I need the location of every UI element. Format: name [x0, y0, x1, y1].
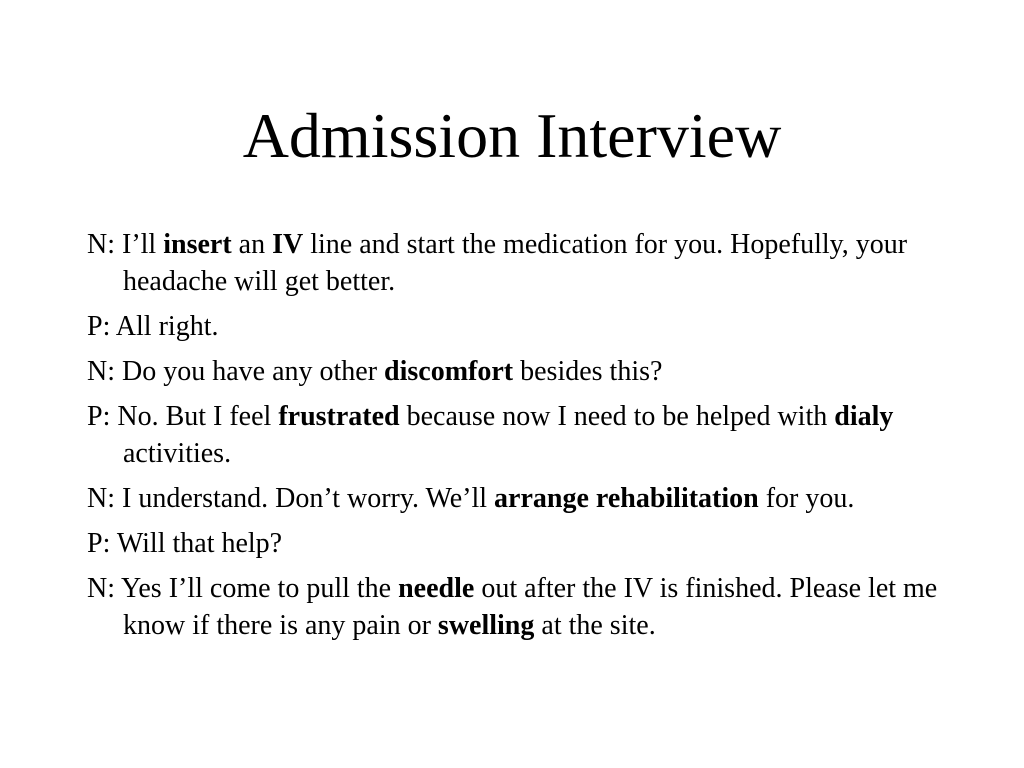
dialogue-line: [87, 353, 967, 390]
slide-body: [87, 226, 967, 652]
dialogue-line: [87, 226, 967, 300]
dialogue-line: [87, 525, 967, 562]
text-run: N: Yes I’ll come to pull the: [87, 573, 399, 604]
text-run: P: All right.: [87, 311, 219, 342]
slide-title: Admission Interview: [242, 100, 782, 171]
text-run: because now I need to be helped with: [399, 401, 835, 432]
text-run: for you.: [758, 483, 855, 514]
text-run: besides this?: [513, 356, 663, 387]
text-run: line and start the medication for you. Hopefully, your headache will get better.: [123, 229, 908, 297]
text-run: out after the IV is finished. Please let me know if there is any pain or: [123, 573, 938, 641]
vocab-term: swelling: [437, 610, 535, 641]
vocab-term: discomfort: [384, 356, 514, 387]
text-run: an: [231, 229, 273, 260]
dialogue-line: [87, 308, 967, 345]
dialogue-line: [87, 570, 967, 644]
text-run: N: Do you have any other: [87, 356, 385, 387]
vocab-term: needle: [398, 573, 475, 604]
vocab-term: insert: [163, 229, 232, 260]
vocab-term: IV: [272, 229, 304, 260]
text-run: P: Will that help?: [87, 528, 283, 559]
text-run: at the site.: [534, 610, 656, 641]
vocab-term: arrange rehabilitation: [494, 483, 759, 514]
dialogue-line: [87, 398, 967, 472]
text-run: N: I understand. Don’t worry. We’ll: [87, 483, 495, 514]
text-run: P: No. But I feel: [87, 401, 279, 432]
dialogue-line: [87, 480, 967, 517]
text-run: activities.: [123, 438, 232, 469]
text-run: N: I’ll: [87, 229, 164, 260]
vocab-term: dialy: [834, 401, 894, 432]
vocab-term: frustrated: [278, 401, 400, 432]
